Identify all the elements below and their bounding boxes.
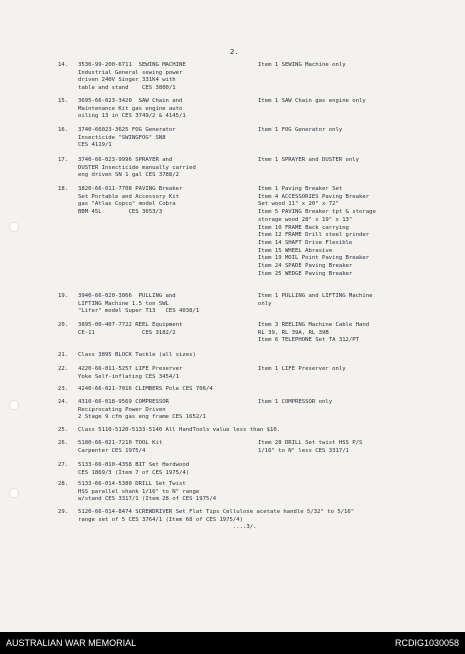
item-number: 21. — [58, 352, 69, 358]
item-description: 3895-00-407-7722 REEL Equipment CE-11 CES 3182/2 — [78, 322, 183, 336]
item-note: Item 28 DRILL Set twist HSS P/S 1/16" to N" less CES 3317/1 — [258, 440, 363, 454]
item-number: 26. — [58, 440, 69, 446]
item-note: Item 1 SEWING Machine only — [258, 62, 346, 68]
item-number: 15. — [58, 98, 69, 104]
item-note: Item 1 Paving Breaker Set Item 4 ACCESSORIES Paving Breaker Set wood 11" x 20" x 72" Item 5 PAVING Breaker tpt & storage storage wood 28" x 19" x 13" Item 10 FRAME Back carrying Item 12 FRAME Drill steel grinder Item 14 SHAFT Drive Flexible Item 15 WHEEL Abrasive Item 19 MOIL Point Paving Breaker Item 24 SPADE Paving Breaker Item 25 WEDGE Paving Breaker — [258, 186, 376, 277]
item-note: Item 1 PULLING and LIFTING Machine only — [258, 293, 373, 307]
item-description: Class 5110-5120-5133-5140 All HandTools value less than $10. — [78, 427, 281, 433]
item-number: 22. — [58, 366, 69, 372]
punch-hole — [9, 222, 19, 232]
item-number: 24. — [58, 399, 69, 405]
item-number: 28. — [58, 481, 69, 487]
item-number: 16. — [58, 127, 69, 133]
page-number: 2. — [230, 48, 239, 56]
item-description: 4220-66-011-5257 LIFE Preserver Yoke Self-inflating CES 3454/1 — [78, 366, 183, 380]
footer-institution: AUSTRALIAN WAR MEMORIAL — [6, 638, 137, 648]
item-note: Item 1 SPRAYER and DUSTER only — [258, 157, 360, 163]
item-note: Item 3 REELING Machine Cable Hand RL 39, RL 39A, RL 39B Item 6 TELEPHONE Set TA 312/PT — [258, 322, 370, 344]
item-description: 3530-99-200-6711 SEWING MACHINE Industrial General sewing power driven 240V Singer 331K4 with table and stand CES 3800/1 — [78, 62, 186, 92]
item-description: 3820-66-011-7708 PAVING Breaker Set Portable and Accessory Kit gas "Atlas Copco" model Cobra BBM 45L CES 3653/3 — [78, 186, 183, 216]
item-description: 3740-66-023-9996 SPRAYER and DUSTER Insecticide manually carried eng driven SN 1 gal CES 3788/2 — [78, 157, 196, 179]
footer-record-id: RCDIG1030058 — [394, 638, 459, 648]
item-number: 17. — [58, 157, 69, 163]
item-number: 23. — [58, 386, 69, 392]
item-description: 5180-66-021-7210 TOOL Kit Carpenter CES 1975/4 — [78, 440, 163, 454]
item-note: Item 1 LIFE Preserver only — [258, 366, 346, 372]
item-description: 5133-66-014-5380 DRILL Set Twist HSS parallel shank 1/16" to N" range w/stand CES 3317/1 (Item 28 of CES 1975/4 — [78, 481, 217, 503]
item-number: 19. — [58, 293, 69, 299]
item-number: 14. — [58, 62, 69, 68]
item-description: 5133-66-010-4358 BIT Set Hardwood CES 1869/3 (Item 7 of CES 1975/4) — [78, 462, 190, 476]
item-number: 29. — [58, 509, 69, 515]
item-description: 4240-66-021-7016 CLIMBERS Pole CES 706/4 — [78, 386, 213, 392]
punch-hole — [9, 400, 19, 410]
item-number: 18. — [58, 186, 69, 192]
item-description: Class 3895 BLOCK Tackle (all sizes) — [78, 352, 196, 358]
item-note: Item 1 SAW Chain gas engine only — [258, 98, 366, 104]
item-description: 3740-66023-3625 FOG Generator Insecticide "SWINGFOG" SN8 CES 4119/1 — [78, 127, 176, 149]
item-note: Item 1 COMPRESSOR only — [258, 399, 333, 405]
punch-hole — [9, 488, 19, 498]
item-description: 5120-66-014-8474 SCREWDRIVER Set Flat Tips Cellulose acetate handle 5/32" to 5/16" range set of 5 CES 3764/1 (Item 68 of CES 1975/4) ....3/. — [78, 509, 355, 531]
item-description: 4310-66-018-9569 COMPRESSOR Reciprocating Power Driven 2 Stage 9 cfm gas eng frame CES 1652/1 — [78, 399, 206, 421]
item-number: 27. — [58, 462, 69, 468]
item-description: 3695-66-023-3420 SAW Chain and Maintenance Kit gas engine auto oiling 13 in CES 3749/2 & 4145/1 — [78, 98, 186, 120]
archive-footer — [0, 632, 465, 654]
item-number: 20. — [58, 322, 69, 328]
item-number: 25. — [58, 427, 69, 433]
item-note: Item 1 FOG Generator only — [258, 127, 343, 133]
item-description: 3940-66-020-3066 PULLING and LIFTING Machine 1.5 ton SWL "Lifer" model Super T13 CES 4038/1 — [78, 293, 200, 315]
